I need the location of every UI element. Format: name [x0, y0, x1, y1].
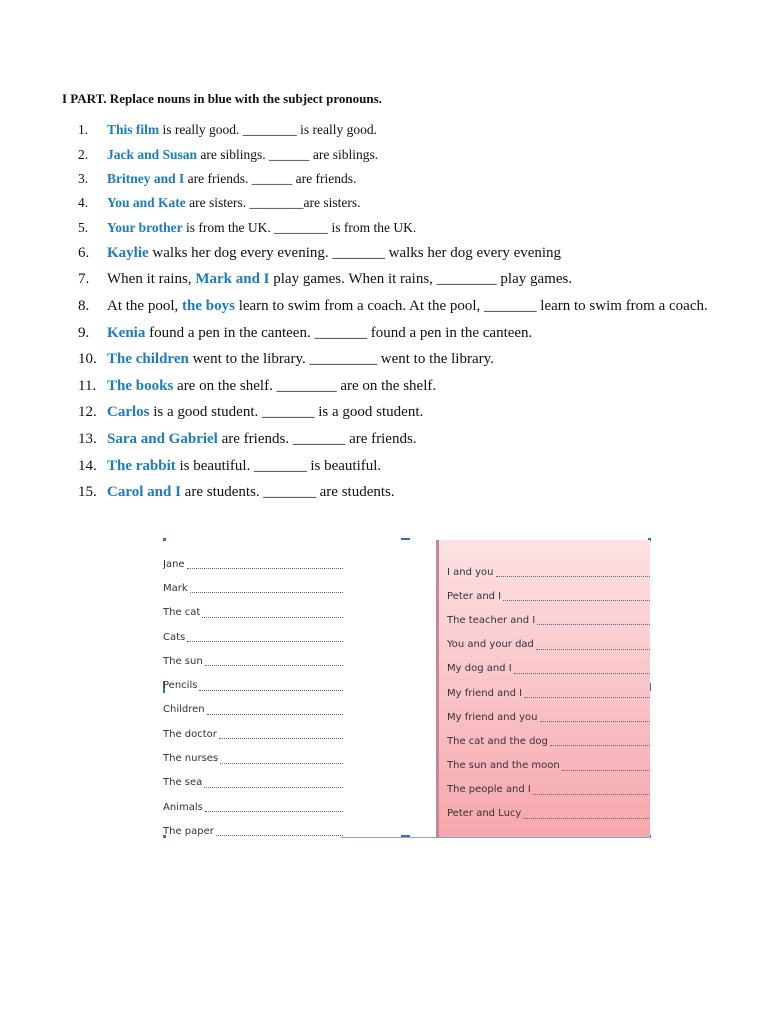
answer-dotted-line	[202, 608, 343, 618]
worksheet-row	[163, 601, 343, 625]
worksheet-item-label: You and your dad	[447, 639, 534, 651]
answer-dotted-line	[205, 802, 343, 812]
worksheet-item-label: The teacher and I	[447, 614, 536, 626]
worksheet-item-label: The paper	[163, 825, 214, 837]
sentence-rest: learn to swim from a coach. At the pool, _______ learn to swim from a coach.	[234, 297, 708, 314]
worksheet-row	[163, 819, 343, 843]
exercise-number: 7.	[78, 271, 90, 288]
exercise-number: 14.	[78, 457, 97, 474]
sentence-rest: play games. When it rains, ________ play games.	[269, 271, 573, 288]
exercise-item	[78, 267, 708, 294]
worksheet-item-label: The sun	[163, 655, 203, 667]
worksheet-item-label: The nurses	[163, 753, 219, 765]
exercise-item	[78, 216, 708, 240]
answer-dotted-line	[187, 559, 343, 569]
worksheet-item-label: Children	[163, 704, 205, 716]
blue-noun: Your brother	[107, 219, 183, 235]
worksheet-item-label: My friend and you	[447, 711, 538, 723]
sentence-prefix: When it rains,	[107, 271, 196, 288]
worksheet-row	[163, 625, 343, 649]
worksheet-row	[163, 698, 343, 722]
worksheet-item-label: The cat and the dog	[447, 735, 548, 747]
worksheet-row	[447, 729, 650, 753]
answer-dotted-line	[523, 809, 650, 819]
exercise-number: 10.	[78, 351, 97, 368]
worksheet-item-label: The sun and the moon	[447, 760, 560, 772]
exercise-number: 2.	[78, 146, 89, 162]
blue-noun: Mark and I	[195, 271, 270, 288]
exercise-number: 11.	[78, 377, 97, 394]
sentence-rest: are students. _______ are students.	[180, 484, 395, 501]
exercise-item	[78, 400, 708, 427]
answer-dotted-line	[187, 632, 343, 642]
answer-dotted-line	[503, 591, 650, 601]
exercise-item	[78, 346, 708, 373]
worksheet-item-label: Peter and I	[447, 590, 502, 602]
worksheet-row	[447, 802, 650, 826]
worksheet-item-label: Mark	[163, 582, 188, 594]
answer-dotted-line	[540, 712, 650, 722]
exercise-number: 13.	[78, 430, 97, 447]
worksheet-image[interactable]	[163, 538, 651, 838]
exercise-number: 3.	[78, 170, 89, 186]
worksheet-row	[163, 722, 343, 746]
sentence-rest: is a good student. _______ is a good student.	[149, 404, 424, 421]
answer-dotted-line	[204, 778, 343, 788]
blue-noun: the boys	[182, 297, 235, 314]
worksheet-item-label: I and you	[447, 566, 494, 578]
blue-noun: Sara and Gabriel	[107, 430, 218, 447]
answer-dotted-line	[219, 729, 343, 739]
exercise-number: 8.	[78, 297, 90, 314]
worksheet-row	[163, 746, 343, 770]
sentence-rest: walks her dog every evening. _______ walks her dog every evening	[148, 244, 562, 261]
worksheet-item-label: Jane	[163, 558, 185, 570]
sentence-rest: is beautiful. _______ is beautiful.	[175, 457, 382, 474]
sentence-rest: are sisters. ________are sisters.	[185, 195, 361, 211]
worksheet-row	[447, 681, 650, 705]
worksheet-row	[447, 705, 650, 729]
answer-dotted-line	[562, 761, 650, 771]
exercise-number: 12.	[78, 404, 97, 421]
blue-noun: This film	[107, 122, 160, 138]
blue-noun: Britney and I	[107, 170, 185, 186]
answer-dotted-line	[205, 656, 343, 666]
blue-noun: Jack and Susan	[107, 146, 198, 162]
worksheet-row	[163, 576, 343, 600]
answer-dotted-line	[199, 681, 343, 691]
worksheet-row	[447, 633, 650, 657]
exercise-number: 6.	[78, 244, 90, 261]
blue-noun: Carol and I	[107, 484, 181, 501]
sentence-rest: are friends. _______ are friends.	[217, 430, 417, 447]
selection-handle-icon[interactable]	[401, 538, 410, 540]
exercise-item	[78, 167, 708, 191]
worksheet-row	[447, 608, 650, 632]
worksheet-row	[163, 795, 343, 819]
worksheet-row	[163, 552, 343, 576]
worksheet-item-label: Cats	[163, 631, 186, 643]
exercise-number: 9.	[78, 324, 90, 341]
answer-dotted-line	[524, 688, 650, 698]
blue-noun: You and Kate	[107, 195, 186, 211]
exercise-item	[78, 373, 708, 400]
exercise-item	[78, 453, 708, 480]
sentence-rest: is really good. ________ is really good.	[159, 122, 377, 138]
sentence-rest: is from the UK. ________ is from the UK.	[182, 219, 417, 235]
exercise-heading: I PART. Replace nouns in blue with the subject pronouns.	[62, 91, 382, 106]
worksheet-item-label: The sea	[163, 777, 203, 789]
sentence-rest: are on the shelf. ________ are on the shelf.	[173, 377, 437, 394]
exercise-item	[78, 142, 708, 166]
exercise-number: 1.	[78, 122, 89, 138]
blue-noun: The children	[107, 351, 189, 368]
answer-dotted-line	[216, 826, 343, 836]
answer-dotted-line	[190, 583, 343, 593]
worksheet-row	[447, 754, 650, 778]
blue-noun: The rabbit	[107, 457, 176, 474]
divider	[341, 837, 651, 838]
exercise-item	[78, 191, 708, 215]
worksheet-row	[447, 778, 650, 802]
sentence-prefix: At the pool,	[107, 297, 182, 314]
sentence-rest: are siblings. ______ are siblings.	[197, 146, 379, 162]
worksheet-item-label: Pencils	[163, 680, 198, 692]
answer-dotted-line	[550, 736, 650, 746]
worksheet-item-label: The doctor	[163, 728, 217, 740]
answer-dotted-line	[533, 785, 650, 795]
answer-dotted-line	[220, 754, 343, 764]
exercise-item	[78, 240, 708, 267]
sentence-rest: went to the library. _________ went to the library.	[188, 351, 494, 368]
worksheet-item-label: The cat	[163, 607, 201, 619]
exercise-item	[78, 426, 708, 453]
worksheet-item-label: My dog and I	[447, 663, 512, 675]
worksheet-item-label: The people and I	[447, 784, 531, 796]
worksheet-row	[163, 673, 343, 697]
worksheet-row	[447, 584, 650, 608]
exercise-item	[78, 118, 708, 142]
answer-dotted-line	[496, 567, 651, 577]
worksheet-left-column	[163, 552, 343, 844]
exercise-item	[78, 320, 708, 347]
answer-dotted-line	[536, 640, 650, 650]
exercise-number: 5.	[78, 219, 89, 235]
blue-noun: Kaylie	[107, 244, 149, 261]
sentence-rest: found a pen in the canteen. _______ found a pen in the canteen.	[145, 324, 533, 341]
worksheet-item-label: Peter and Lucy	[447, 808, 522, 820]
blue-noun: Kenia	[107, 324, 146, 341]
exercise-list	[78, 118, 708, 506]
blue-noun: Carlos	[107, 404, 150, 421]
worksheet-pink-panel	[436, 540, 650, 837]
worksheet-row	[447, 560, 650, 584]
answer-dotted-line	[537, 615, 650, 625]
worksheet-row	[163, 771, 343, 795]
exercise-number: 15.	[78, 484, 97, 501]
blue-noun: The books	[107, 377, 174, 394]
worksheet-item-label: My friend and I	[447, 687, 523, 699]
worksheet-row	[447, 657, 650, 681]
answer-dotted-line	[514, 664, 650, 674]
sentence-rest: are friends. ______ are friends.	[184, 170, 357, 186]
exercise-item	[78, 479, 708, 506]
exercise-item	[78, 293, 708, 320]
selection-handle-icon[interactable]	[163, 538, 166, 541]
exercise-number: 4.	[78, 195, 89, 211]
worksheet-right-column	[447, 560, 650, 826]
answer-dotted-line	[207, 705, 343, 715]
worksheet-item-label: Animals	[163, 801, 203, 813]
worksheet-row	[163, 649, 343, 673]
